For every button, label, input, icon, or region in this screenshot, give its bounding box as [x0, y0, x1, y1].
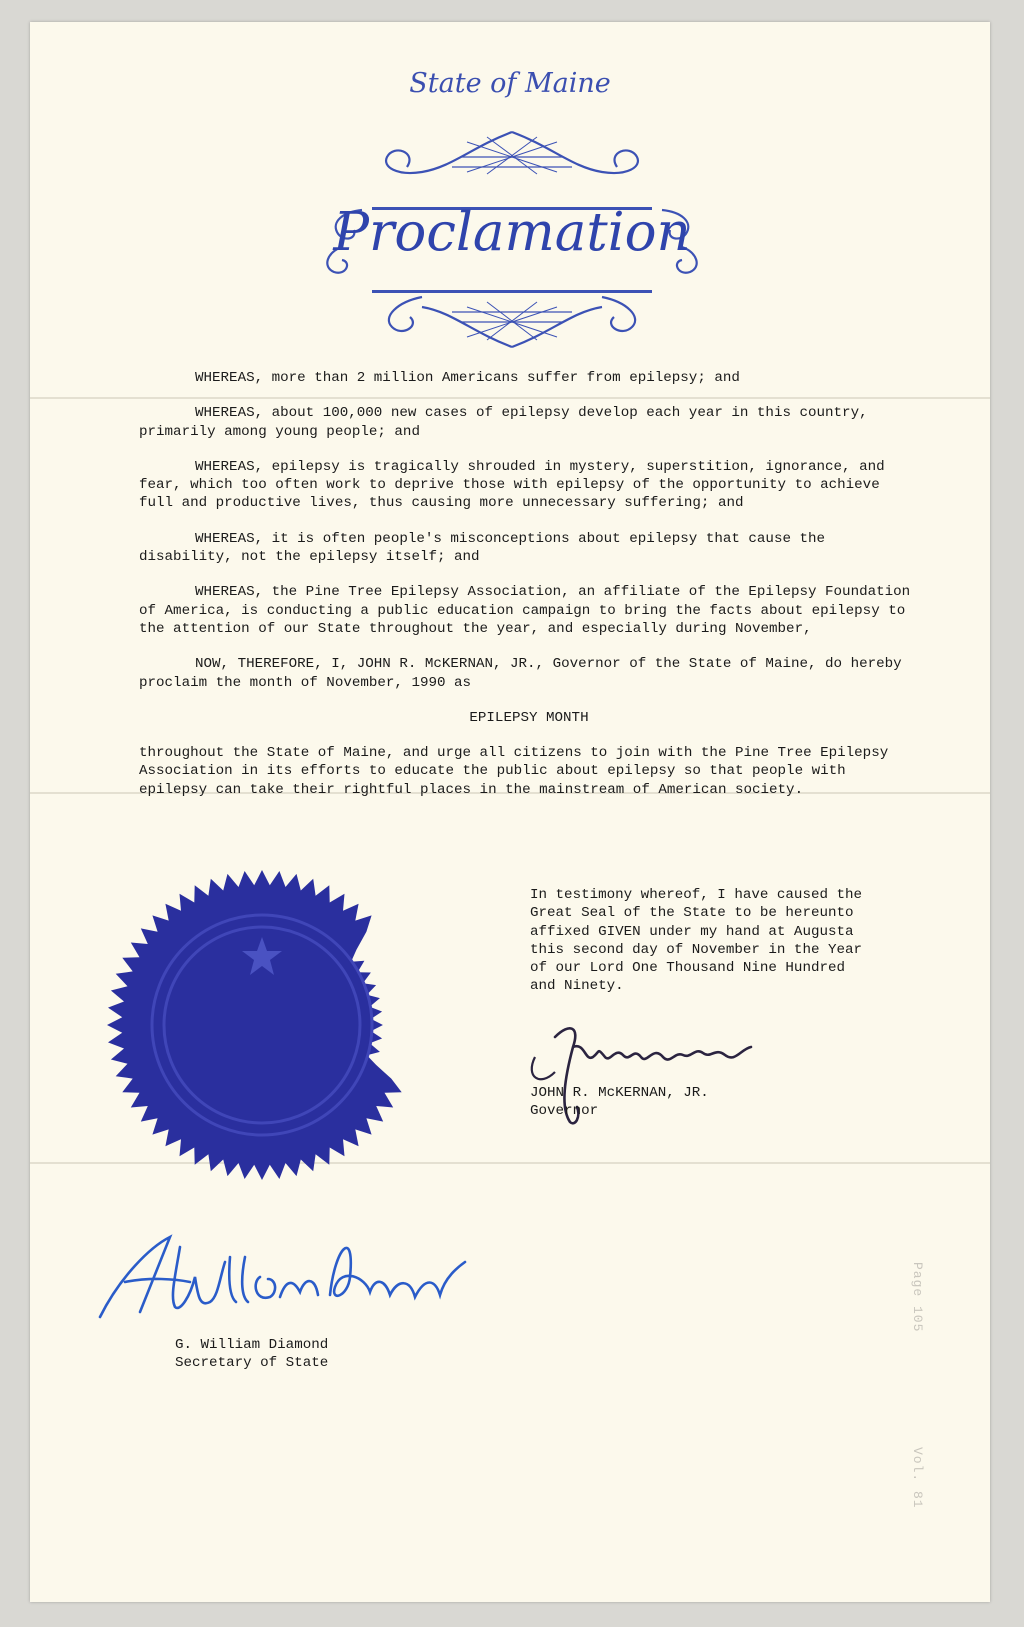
whereas-paragraph: WHEREAS, epilepsy is tragically shrouded in mystery, superstition, ignorance, and fear, which too often work to deprive those with epilepsy of the opportunity to achieve full and productive lives, thus causing more unnecessary suffering; and [139, 458, 885, 512]
proclamation-body [139, 369, 919, 816]
proclamation-crest [302, 112, 722, 362]
governor-name: JOHN R. McKERNAN, JR. [530, 1085, 709, 1101]
proclamation-title: Proclamation [333, 202, 691, 263]
secretary-block [175, 1336, 328, 1373]
secretary-signature [80, 1207, 480, 1337]
secretary-title: Secretary of State [175, 1355, 329, 1372]
proclaim-paragraph: NOW, THEREFORE, I, JOHN R. McKERNAN, JR., Governor of the State of Maine, do hereby proclaim the month of November, 1990 as [139, 656, 902, 691]
whereas-paragraph: WHEREAS, about 100,000 new cases of epilepsy develop each year in this country, primarily among young people; and [139, 405, 868, 440]
closing-paragraph: throughout the State of Maine, and urge all citizens to join with the Pine Tree Epilepsy Association in its efforts to educate the public about epilepsy so that people with epilepsy can take their rightful places in the mainstream of American society. [139, 745, 889, 798]
secretary-name: G. William Diamond [175, 1337, 329, 1353]
governor-title: Governor [530, 1103, 599, 1120]
testimony-text: In testimony whereof, I have caused the Great Seal of the State to be hereunto affixed GIVEN under my hand at Augusta this second day of November in the Year of our Lord One Thousand Nine Hundred and Ninety. [530, 887, 863, 995]
whereas-paragraph: WHEREAS, the Pine Tree Epilepsy Association, an affiliate of the Epilepsy Foundation of America, is conducting a public education campaign to bring the facts about epilepsy to the attention of our State throughout the year, and especially during November, [139, 584, 911, 637]
declared-title: EPILEPSY MONTH [469, 709, 589, 726]
margin-note-page: Page 105 [910, 1262, 925, 1333]
margin-note-volume: Vol. 81 [910, 1447, 925, 1509]
governor-block [530, 1084, 709, 1121]
whereas-paragraph: WHEREAS, it is often people's misconceptions about epilepsy that cause the disability, not the epilepsy itself; and [139, 530, 826, 566]
proclamation-sheet [30, 22, 990, 1602]
great-seal-icon [102, 865, 422, 1185]
state-title: State of Maine [409, 68, 611, 99]
whereas-paragraph: WHEREAS, more than 2 million Americans suffer from epilepsy; and [195, 370, 740, 386]
